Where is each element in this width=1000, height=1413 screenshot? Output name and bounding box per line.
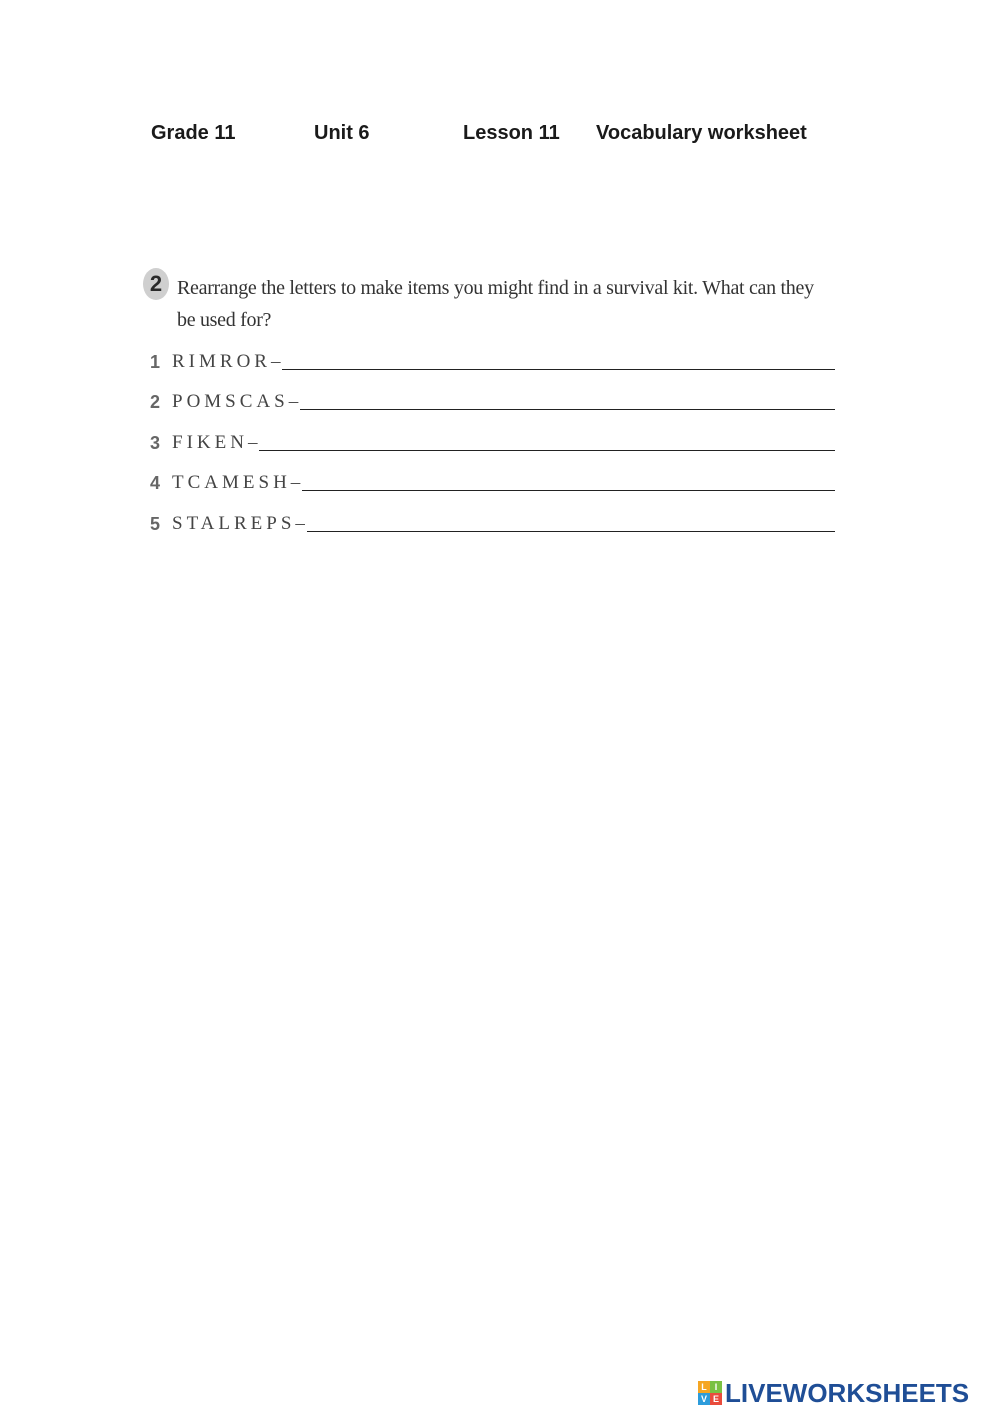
answer-blank[interactable] [307,531,835,532]
logo-mark-icon [698,1381,722,1405]
answer-item-5 [150,505,835,535]
answer-blank[interactable] [302,490,835,491]
worksheet-title: Vocabulary worksheet [596,122,807,144]
scrambled-word: FIKEN [172,432,248,453]
logo-mark-cell: E [710,1393,722,1405]
answer-blank[interactable] [300,409,835,410]
exercise-number-badge: 2 [143,268,169,300]
item-number: 3 [150,433,161,453]
answer-blank[interactable] [282,369,835,370]
lesson-label: Lesson 11 [463,122,560,144]
exercise-instruction: Rearrange the letters to make items you might find in a survival kit. What can they be used for? [177,277,814,331]
unit-label: Unit 6 [314,122,370,144]
item-number: 4 [150,473,161,493]
liveworksheets-logo [698,1378,969,1408]
logo-mark-cell: V [698,1393,710,1405]
item-dash: – [290,472,301,493]
logo-text: LIVEWORKSHEETS [725,1377,970,1408]
item-dash: – [295,513,305,534]
item-number: 2 [150,392,161,412]
answer-item-4 [150,464,835,494]
item-dash: – [288,391,299,412]
scrambled-word: TCAMESH [172,472,291,493]
item-dash: – [270,351,281,372]
worksheet-header [0,122,1000,152]
item-number: 5 [150,514,161,534]
scrambled-word: POMSCAS [172,391,289,412]
logo-mark-cell: L [698,1381,710,1393]
grade-label: Grade 11 [151,122,236,144]
answer-item-1 [150,343,835,373]
item-dash: – [247,432,258,453]
answer-blank[interactable] [259,450,835,451]
scrambled-word: STALREPS [172,513,296,534]
scrambled-word: RIMROR [172,351,271,372]
item-number: 1 [150,352,161,372]
logo-mark-cell: I [710,1381,722,1393]
answer-item-2 [150,383,835,413]
answer-item-3 [150,424,835,454]
